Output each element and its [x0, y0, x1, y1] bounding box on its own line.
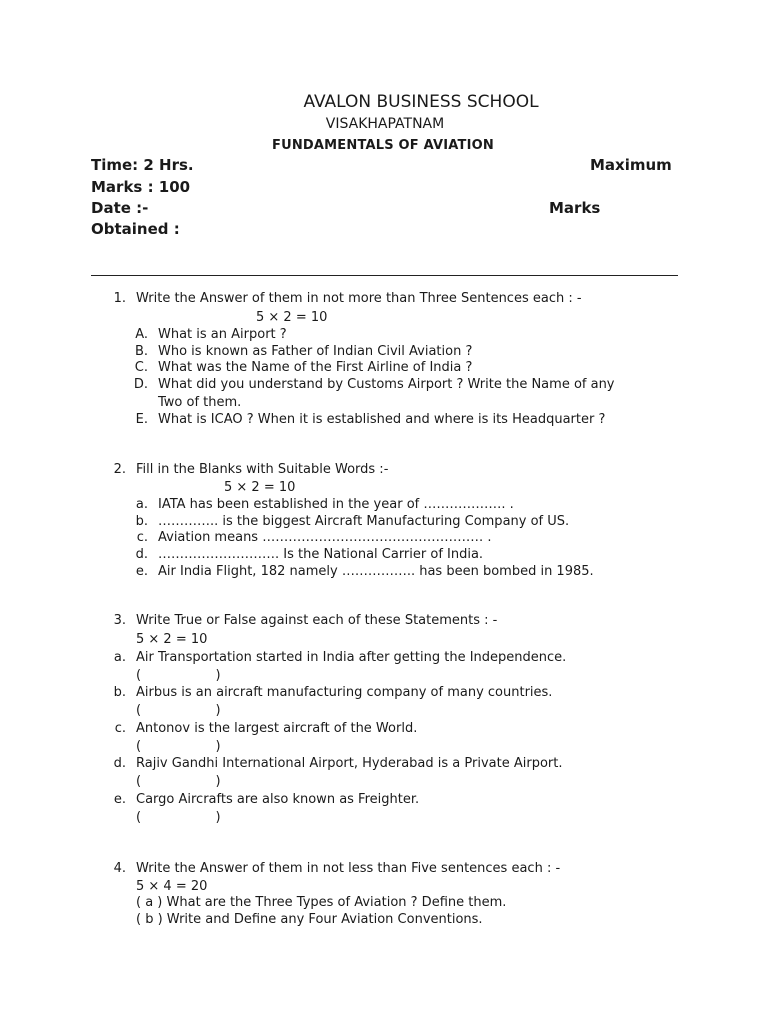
item-label: a. — [135, 497, 148, 512]
question-marks: 5 × 2 = 10 — [136, 632, 208, 647]
subject-title: FUNDAMENTALS OF AVIATION — [272, 138, 494, 153]
obtained-label: Obtained : — [91, 220, 180, 238]
item-label: d. — [135, 547, 148, 562]
item-label: e. — [135, 564, 148, 579]
date-label: Date :- — [91, 199, 149, 217]
item-label: a. — [113, 650, 126, 665]
item-text: Who is known as Father of Indian Civil Aviation ? — [158, 344, 473, 359]
item-text: Cargo Aircrafts are also known as Freighter. — [136, 792, 420, 807]
question-text: Write the Answer of them in not less than Five sentences each : - — [136, 861, 561, 876]
item-text: Air Transportation started in India after getting the Independence. — [136, 650, 567, 665]
answer-blank[interactable]: ( ) — [136, 739, 221, 754]
marks-label: Marks — [549, 199, 601, 217]
max-marks-label: Marks : 100 — [91, 178, 191, 196]
item-text: ( a ) What are the Three Types of Aviation ? Define them. — [136, 895, 507, 910]
item-label: e. — [113, 792, 126, 807]
item-label: B. — [134, 344, 148, 359]
item-label: A. — [135, 327, 148, 342]
item-label: c. — [114, 721, 126, 736]
question-text: Write the Answer of them in not more than Three Sentences each : - — [136, 291, 582, 306]
answer-blank[interactable]: ( ) — [136, 668, 221, 683]
item-text: Aviation means …………………………………………… . — [158, 530, 492, 545]
item-text: ………….. is the biggest Aircraft Manufacturing Company of US. — [158, 514, 570, 529]
answer-blank[interactable]: ( ) — [136, 774, 221, 789]
item-text: IATA has been established in the year of ………………. . — [158, 497, 514, 512]
item-label: b. — [113, 685, 126, 700]
item-label: c. — [136, 530, 148, 545]
item-label: d. — [113, 756, 126, 771]
item-label: D. — [133, 377, 148, 392]
answer-blank[interactable]: ( ) — [136, 810, 221, 825]
item-text: Airbus is an aircraft manufacturing company of many countries. — [136, 685, 553, 700]
question-number: 4. — [113, 861, 126, 876]
item-text: What was the Name of the First Airline of India ? — [158, 360, 473, 375]
item-text: Air India Flight, 182 namely …………….. has been bombed in 1985. — [158, 564, 594, 579]
item-text: ………………………. Is the National Carrier of India. — [158, 547, 484, 562]
item-text-continued: Two of them. — [158, 395, 242, 410]
time-label: Time: 2 Hrs. — [91, 156, 194, 174]
question-number: 3. — [113, 613, 126, 628]
item-text: What is ICAO ? When it is established and where is its Headquarter ? — [158, 412, 606, 427]
item-text: What is an Airport ? — [158, 327, 287, 342]
question-number: 1. — [113, 291, 126, 306]
item-text: Rajiv Gandhi International Airport, Hyderabad is a Private Airport. — [136, 756, 563, 771]
city-name: VISAKHAPATNAM — [325, 116, 445, 132]
question-marks: 5 × 2 = 10 — [224, 480, 296, 495]
item-label: C. — [134, 360, 148, 375]
school-name: AVALON BUSINESS SCHOOL — [303, 92, 539, 112]
header-divider — [91, 275, 678, 276]
item-label: b. — [135, 514, 148, 529]
question-marks: 5 × 2 = 10 — [256, 310, 328, 325]
question-text: Write True or False against each of these Statements : - — [136, 613, 498, 628]
item-text: What did you understand by Customs Airport ? Write the Name of any — [158, 377, 615, 392]
question-number: 2. — [113, 462, 126, 477]
item-text: ( b ) Write and Define any Four Aviation Conventions. — [136, 912, 483, 927]
item-label: E. — [135, 412, 148, 427]
item-text: Antonov is the largest aircraft of the World. — [136, 721, 418, 736]
answer-blank[interactable]: ( ) — [136, 703, 221, 718]
question-marks: 5 × 4 = 20 — [136, 879, 208, 894]
maximum-label: Maximum — [590, 156, 672, 174]
question-text: Fill in the Blanks with Suitable Words :- — [136, 462, 389, 477]
